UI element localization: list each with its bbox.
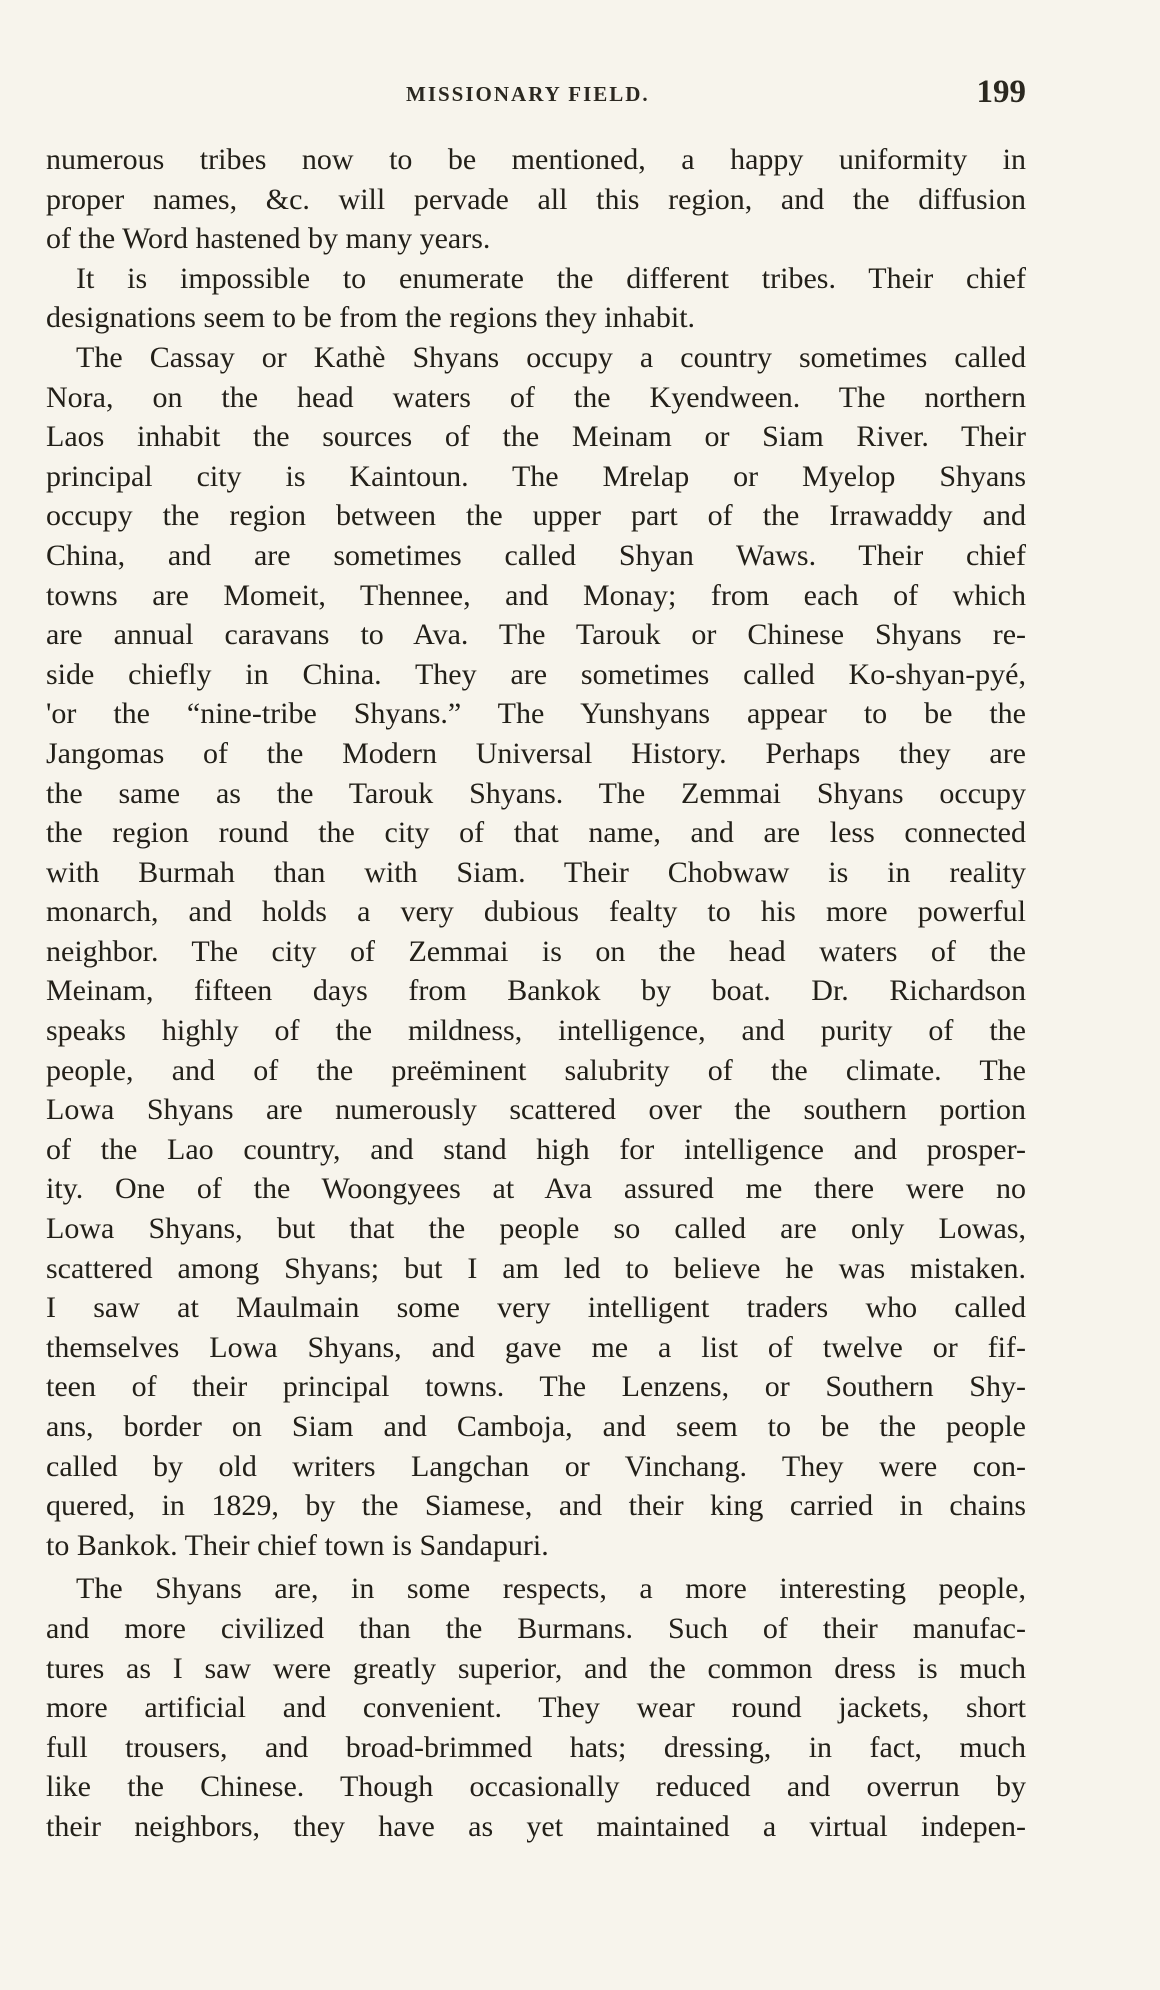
running-head-title: MISSIONARY FIELD.: [406, 82, 650, 106]
running-head: [46, 74, 1026, 114]
text-line: themselves Lowa Shyans, and gave me a list of twelve or fif-: [46, 1330, 1026, 1364]
text-line: the region round the city of that name, and are less connected: [46, 816, 1026, 850]
text-line: occupy the region between the upper part of the Irrawaddy and: [46, 499, 1026, 533]
paragraph: [46, 140, 1026, 259]
text-line: ity. One of the Woongyees at Ava assured me there were no: [46, 1172, 1026, 1206]
paragraph: [46, 259, 1026, 338]
text-line: of the Word hastened by many years.: [46, 222, 491, 256]
text-line: numerous tribes now to be mentioned, a happy uniformity in: [46, 143, 1026, 176]
text-line: are annual caravans to Ava. The Tarouk or Chinese Shyans re-: [46, 618, 1026, 652]
text-line: The Shyans are, in some respects, a more interesting people,: [76, 1572, 1026, 1606]
text-line: to Bankok. Their chief town is Sandapuri.: [46, 1528, 549, 1562]
text-line: Lowa Shyans, but that the people so called are only Lowas,: [46, 1212, 1026, 1246]
text-line: like the Chinese. Though occasionally reduced and overrun by: [46, 1770, 1026, 1804]
text-line: and more civilized than the Burmans. Such of their manufac-: [46, 1611, 1026, 1645]
page-number: 199: [976, 74, 1026, 110]
text-line: neighbor. The city of Zemmai is on the head waters of the: [46, 934, 1026, 968]
text-line: Meinam, fifteen days from Bankok by boat. Dr. Richardson: [46, 974, 1026, 1008]
text-line: teen of their principal towns. The Lenzens, or Southern Shy-: [46, 1370, 1026, 1404]
text-line: 'or the “nine-tribe Shyans.” The Yunshyans appear to be the: [46, 697, 1026, 731]
text-line: China, and are sometimes called Shyan Waws. Their chief: [46, 538, 1026, 572]
text-line: people, and of the preëminent salubrity of the climate. The: [46, 1053, 1026, 1087]
text-line: with Burmah than with Siam. Their Chobwaw is in reality: [46, 855, 1026, 889]
text-line: the same as the Tarouk Shyans. The Zemmai Shyans occupy: [46, 776, 1026, 810]
text-line: I saw at Maulmain some very intelligent traders who called: [46, 1291, 1026, 1325]
text-line: It is impossible to enumerate the different tribes. Their chief: [76, 261, 1026, 295]
text-line: principal city is Kaintoun. The Mrelap or Myelop Shyans: [46, 459, 1026, 493]
text-line: The Cassay or Kathè Shyans occupy a country sometimes called: [76, 340, 1026, 374]
text-line: more artificial and convenient. They wear round jackets, short: [46, 1691, 1026, 1725]
text-line: called by old writers Langchan or Vinchang. They were con-: [46, 1449, 1026, 1483]
text-line: tures as I saw were greatly superior, and the common dress is much: [46, 1651, 1026, 1685]
text-line: Jangomas of the Modern Universal History. Perhaps they are: [46, 736, 1026, 770]
text-line: scattered among Shyans; but I am led to believe he was mistaken.: [46, 1251, 1026, 1285]
text-line: Lowa Shyans are numerously scattered over the southern portion: [46, 1093, 1026, 1127]
text-line: designations seem to be from the regions they inhabit.: [46, 301, 696, 335]
body-text: [46, 140, 1026, 1847]
paragraph: [46, 1569, 1026, 1846]
text-line: quered, in 1829, by the Siamese, and their king carried in chains: [46, 1489, 1026, 1523]
text-line: speaks highly of the mildness, intelligence, and purity of the: [46, 1014, 1026, 1048]
text-line: of the Lao country, and stand high for intelligence and prosper-: [46, 1132, 1026, 1166]
text-line: their neighbors, they have as yet maintained a virtual indepen-: [46, 1809, 1026, 1843]
text-line: ans, border on Siam and Camboja, and seem to be the people: [46, 1410, 1026, 1443]
text-line: monarch, and holds a very dubious fealty to his more powerful: [46, 895, 1026, 929]
text-line: full trousers, and broad-brimmed hats; dressing, in fact, much: [46, 1730, 1026, 1764]
text-line: Laos inhabit the sources of the Meinam or Siam River. Their: [46, 420, 1026, 454]
text-line: proper names, &c. will pervade all this region, and the diffusion: [46, 182, 1026, 216]
text-line: side chiefly in China. They are sometimes called Ko-shyan-pyé,: [46, 657, 1026, 691]
text-line: towns are Momeit, Thennee, and Monay; from each of which: [46, 578, 1026, 612]
text-line: Nora, on the head waters of the Kyendween. The northern: [46, 380, 1026, 414]
paragraph: [46, 338, 1026, 1565]
